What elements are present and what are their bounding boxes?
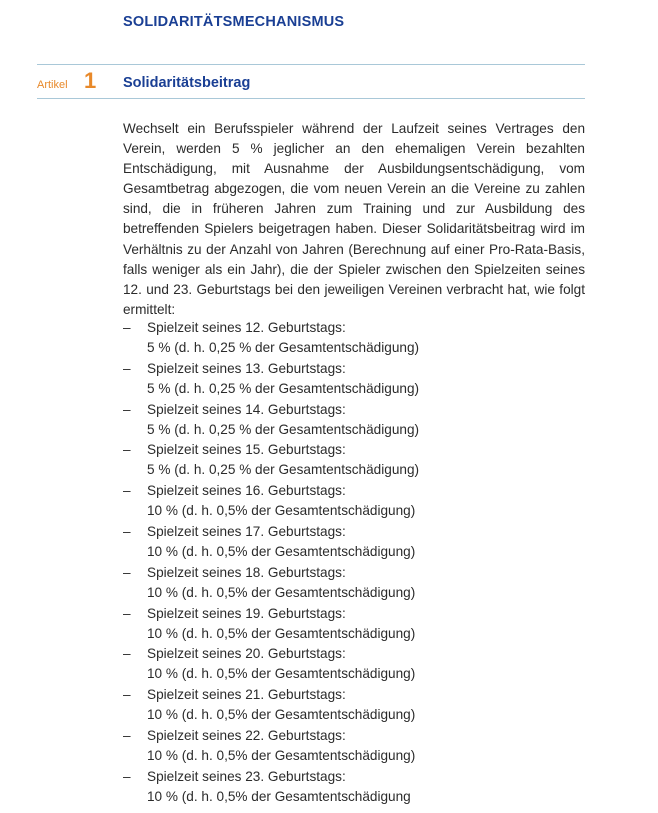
list-item-season: Spielzeit seines 15. Geburtstags:	[147, 442, 346, 458]
list-dash: –	[123, 768, 131, 784]
list-item	[123, 767, 593, 808]
list-item	[123, 318, 593, 359]
list-dash: –	[123, 483, 131, 499]
list-dash: –	[123, 564, 131, 580]
list-item-season: Spielzeit seines 13. Geburtstags:	[147, 360, 346, 376]
list-item-season: Spielzeit seines 21. Geburtstags:	[147, 687, 346, 703]
contribution-list	[123, 318, 593, 808]
list-item-share: 5 % (d. h. 0,25 % der Gesamtentschädigung)	[147, 462, 420, 478]
list-item	[123, 604, 593, 645]
list-item-share: 10 % (d. h. 0,5% der Gesamtentschädigung)	[147, 666, 416, 682]
list-item-season: Spielzeit seines 12. Geburtstags:	[147, 320, 346, 335]
list-item	[123, 481, 593, 522]
list-dash: –	[123, 727, 131, 743]
list-item	[123, 726, 593, 767]
list-item-season: Spielzeit seines 22. Geburtstags:	[147, 727, 346, 743]
list-item-season: Spielzeit seines 18. Geburtstags:	[147, 564, 346, 580]
list-item-season: Spielzeit seines 14. Geburtstags:	[147, 401, 346, 417]
list-item-share: 5 % (d. h. 0,25 % der Gesamtentschädigung)	[147, 421, 420, 437]
list-dash: –	[123, 360, 131, 376]
list-item	[123, 359, 593, 400]
list-item	[123, 644, 593, 685]
list-item-share: 10 % (d. h. 0,5% der Gesamtentschädigung)	[147, 543, 416, 559]
list-item-share: 5 % (d. h. 0,25 % der Gesamtentschädigung)	[147, 380, 420, 396]
list-item-share: 10 % (d. h. 0,5% der Gesamtentschädigung)	[147, 503, 416, 519]
list-dash: –	[123, 687, 131, 703]
article-body-paragraph: Wechselt ein Berufsspieler während der Laufzeit seines Vertrages den Verein, werden 5 % jeglicher an den ehemaligen Verein bezahlten Entschädigung, mit Ausnahme der Ausbildungsentschädigung, vom Gesamtbetrag abgezogen, die vom neuen Verein an die Vereine zu zahlen sind, die in früheren Jahren zum Training und zur Ausbildung des betreffenden Spielers beigetragen haben. Dieser Solidaritätsbeitrag wird im Verhältnis zu der Anzahl von Jahren (Berechnung auf einer Pro-Rata-Basis, falls weniger als ein Jahr), die der Spieler zwischen den Spielzeiten seines 12. und 23. Geburtstags bei den jeweiligen Vereinen verbracht hat, wie folgt ermittelt:	[123, 121, 585, 317]
article-label: Artikel	[37, 79, 68, 91]
list-dash: –	[123, 401, 131, 417]
article-number: 1	[84, 68, 97, 93]
list-item-share: 10 % (d. h. 0,5% der Gesamtentschädigung)	[147, 625, 416, 641]
list-item-share: 5 % (d. h. 0,25 % der Gesamtentschädigung)	[147, 340, 420, 355]
article-header-top-rule	[37, 64, 585, 65]
article-header-bottom-rule	[37, 98, 585, 99]
list-item-share: 10 % (d. h. 0,5% der Gesamtentschädigung	[147, 788, 411, 804]
list-dash: –	[123, 320, 131, 335]
list-dash: –	[123, 605, 131, 621]
list-item-season: Spielzeit seines 20. Geburtstags:	[147, 646, 346, 662]
section-title: SOLIDARITÄTSMECHANISMUS	[123, 14, 345, 30]
list-item	[123, 563, 593, 604]
list-item-season: Spielzeit seines 17. Geburtstags:	[147, 523, 346, 539]
list-dash: –	[123, 523, 131, 539]
list-item-share: 10 % (d. h. 0,5% der Gesamtentschädigung)	[147, 747, 416, 763]
list-item	[123, 400, 593, 441]
list-item	[123, 685, 593, 726]
list-item	[123, 522, 593, 563]
article-title: Solidaritätsbeitrag	[123, 75, 251, 91]
list-dash: –	[123, 646, 131, 662]
list-item-season: Spielzeit seines 23. Geburtstags:	[147, 768, 346, 784]
list-item	[123, 440, 593, 481]
list-dash: –	[123, 442, 131, 458]
list-item-share: 10 % (d. h. 0,5% der Gesamtentschädigung)	[147, 707, 416, 723]
list-item-share: 10 % (d. h. 0,5% der Gesamtentschädigung)	[147, 584, 416, 600]
list-item-season: Spielzeit seines 19. Geburtstags:	[147, 605, 346, 621]
list-item-season: Spielzeit seines 16. Geburtstags:	[147, 483, 346, 499]
